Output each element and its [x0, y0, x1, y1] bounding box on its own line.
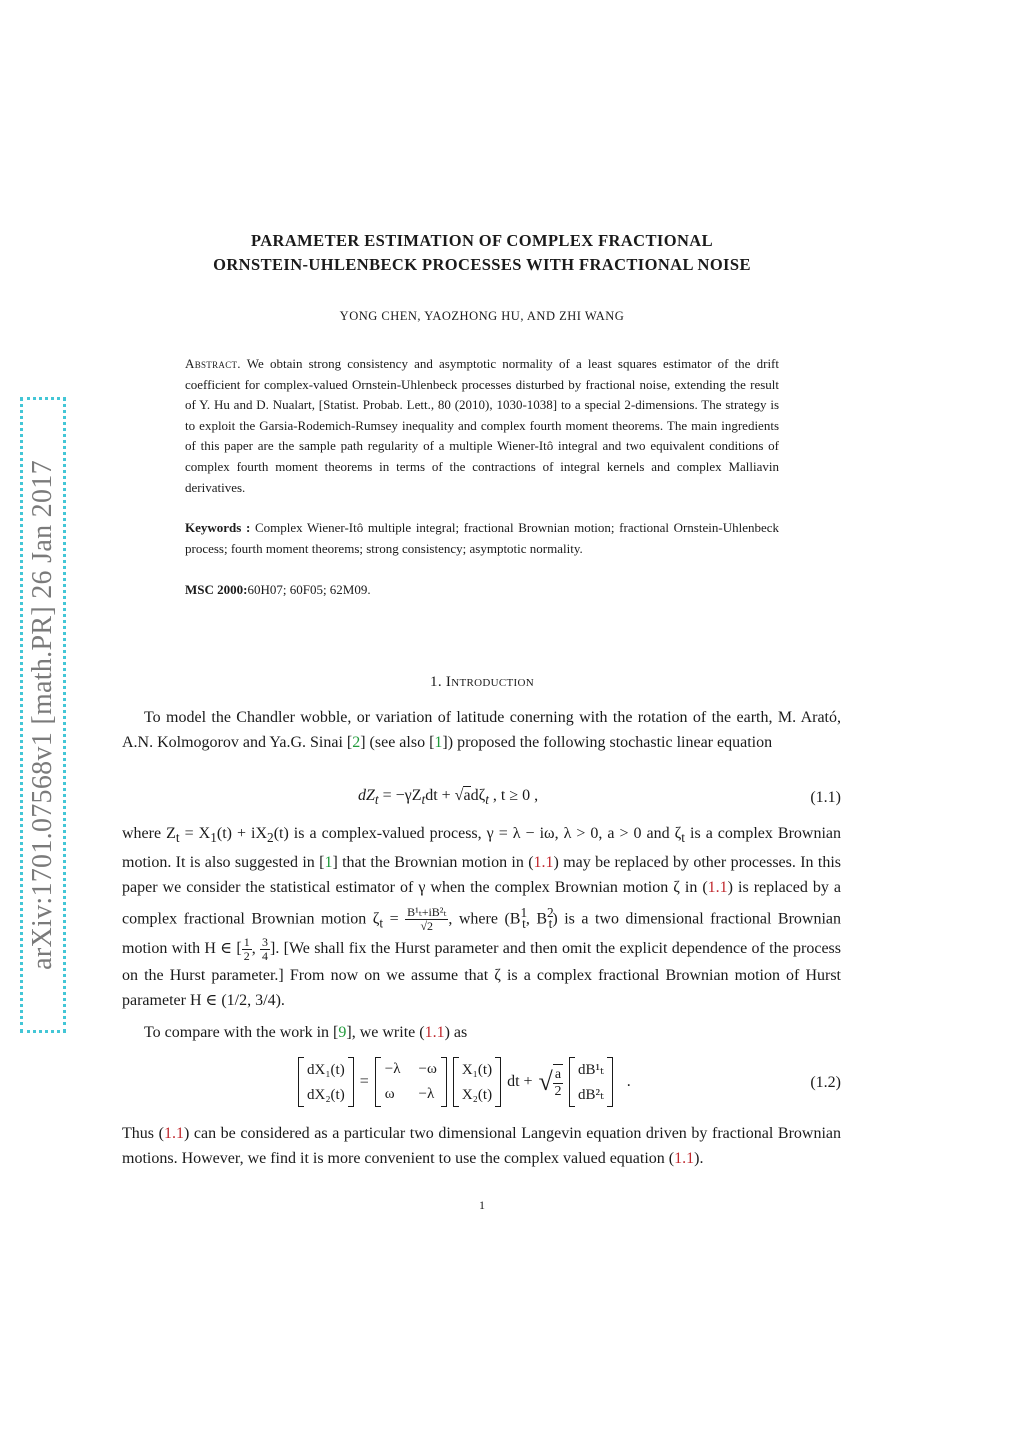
- text-span: = X: [179, 825, 211, 842]
- equation-number-1-2: (1.2): [810, 1074, 841, 1091]
- fraction-denominator: √2: [420, 919, 434, 934]
- text-span: Thus (: [122, 1125, 164, 1142]
- abstract: [185, 354, 779, 498]
- citation-link[interactable]: 1: [434, 734, 443, 751]
- paper-title-line-1: PARAMETER ESTIMATION OF COMPLEX FRACTIONAL: [250, 231, 713, 250]
- text-span: ) is a two dimensional fractional Brownian motion with H ∈ [: [122, 910, 842, 957]
- equation-ref-link[interactable]: 1.1: [424, 1024, 445, 1041]
- eq-subscript: t: [421, 792, 426, 808]
- fraction-numerator: 3: [262, 934, 269, 949]
- fraction-numerator: B¹ₜ+iB²ₜ: [407, 905, 447, 920]
- matrix-entry: −λ: [384, 1061, 401, 1077]
- fraction-denominator: 2: [243, 948, 250, 963]
- fraction-numerator: 1: [243, 934, 250, 949]
- matrix-entry: X₂(t): [461, 1086, 493, 1103]
- eq-term: .: [626, 1073, 631, 1090]
- equation-1-2: dX₁(t) dX₂(t) = −λ −ω ω −λ X₁(t) X₂(t) dt + √ $\frac{a}{2}$ dB¹ₜ dB²ₜ .: [298, 1057, 631, 1107]
- keywords: [185, 518, 779, 559]
- equation-number-1-1: (1.1): [810, 789, 841, 806]
- matrix-entry: −ω: [418, 1061, 437, 1077]
- matrix-entry: dB¹ₜ: [578, 1061, 604, 1078]
- lhs-vector: [298, 1057, 354, 1107]
- paragraph-compare: [122, 1020, 841, 1045]
- text-span: ) as: [444, 1024, 468, 1041]
- text-span: (t) is a complex-valued process, γ = λ − iω, λ > 0, a > 0 and ζ: [273, 825, 682, 842]
- fraction: [405, 906, 448, 933]
- text-span: where Z: [122, 825, 176, 842]
- equation-ref-link[interactable]: 1.1: [163, 1125, 184, 1142]
- text-span: To compare with the work in [: [144, 1024, 339, 1041]
- keywords-label: Keywords :: [185, 520, 251, 535]
- matrix-entry: dB²ₜ: [578, 1086, 604, 1103]
- keywords-text: Complex Wiener-Itô multiple integral; fractional Brownian motion; fractional Ornstein-Uhlenbeck process; fourth moment theorems; strong consistency; asymptotic normality.: [185, 520, 779, 556]
- eq-sqrt-arg: a: [463, 787, 471, 804]
- msc-text: 60H07; 60F05; 62M09.: [247, 582, 371, 597]
- text-span: , where (B: [448, 910, 521, 928]
- paragraph-model: where $Z_t = X_1(t) + iX_2(t)$ is a complex-valued process, γ = λ − iω, λ > 0, a > 0 and $\zeta_t$ is a complex Brownian motion. It is also suggested in [1] that the Brownian motion in (1.1) may be replaced by other processes. In this paper we consider the statistical estimator of γ when the complex Brownian motion ζ in (1.1) is replaced by a complex fractional Brownian motion $\zeta_t$ = $\frac{\text{B¹ₜ+iB²ₜ}}{√2}$ , where ($B^1_t$, $B^2_t$) is a two dimensional fractional Brownian motion with H ∈ [ $\frac{1}{2}$ , $\frac{3}{4}$ ]. [We shall fix the Hurst parameter and then omit the explicit dependence of the process on the Hurst parameter.] From now on we assume that ζ is a complex fractional Brownian motion of Hurst parameter H ∈ (1/2, 3/4).: [122, 825, 842, 1009]
- eq-term: dζ: [470, 787, 486, 804]
- text-span: To model the Chandler wobble, or variation of latitude conerning with the rotation of the earth, M. Arató, A.N. Kolmogorov and Ya.G. Sinai [: [122, 709, 841, 751]
- paper-title-line-2: ORNSTEIN-UHLENBECK PROCESSES WITH FRACTIONAL NOISE: [213, 255, 751, 274]
- equation-ref-link[interactable]: 1.1: [707, 879, 728, 897]
- matrix-entry: X₁(t): [461, 1061, 493, 1078]
- equation-ref-link[interactable]: 1.1: [674, 1150, 695, 1167]
- authors: YONG CHEN, YAOZHONG HU, AND ZHI WANG: [339, 309, 625, 323]
- arxiv-sidebar: [20, 397, 66, 1033]
- equation-ref-link[interactable]: 1.1: [533, 854, 554, 872]
- matrix-entry: −λ: [418, 1086, 435, 1102]
- text-span: ] (see also [: [360, 734, 435, 751]
- text-span: ).: [694, 1150, 704, 1167]
- text-span: =: [383, 910, 406, 928]
- fraction-denominator: 4: [262, 948, 269, 963]
- text-span: ) is replaced by a complex fractional Brownian motion ζ: [122, 879, 842, 928]
- text-span: ], we write (: [346, 1024, 425, 1041]
- matrix-entry: dX₁(t): [307, 1061, 345, 1078]
- eq-term: = −γZ: [378, 787, 422, 804]
- eq-subscript: t: [485, 792, 489, 808]
- section-title: 1. Introduction: [430, 674, 534, 690]
- citation-link[interactable]: 1: [324, 854, 333, 872]
- eq-term: dt +: [425, 787, 455, 804]
- sqrt-fraction: [553, 1064, 563, 1100]
- msc-label: MSC 2000:: [185, 582, 248, 597]
- fraction: [242, 936, 252, 963]
- citation-link[interactable]: 2: [352, 734, 361, 751]
- text-span: (t) + iX: [216, 825, 268, 842]
- text-span: ) can be considered as a particular two dimensional Langevin equation driven by fractional Brownian motions. However, we find it is more convenient to use the complex valued equation (: [122, 1125, 842, 1167]
- abstract-text: We obtain strong consistency and asymptotic normality of a least squares estimator of the drift coefficient for complex-valued Ornstein-Uhlenbeck processes disturbed by fractional noise, extending the result of Y. Hu and D. Nualart, [Statist. Probab. Lett., 80 (2010), 1030-1038] to a special 2-dimensions. The strategy is to exploit the Garsia-Rodemich-Rumsey inequality and complex fourth moment theorems. The main ingredients of this paper are the sample path regularity of a multiple Wiener-Itô integral and two equivalent conditions of complex fourth moment theorems in terms of the contractions of integral kernels and complex Malliavin derivatives.: [185, 356, 780, 495]
- noise-vector: [569, 1057, 613, 1107]
- page-number: 1: [479, 1198, 485, 1212]
- fraction-numerator: a: [554, 1067, 562, 1082]
- msc: [185, 580, 779, 601]
- state-vector: [453, 1057, 501, 1107]
- text-span: ]) proposed the following stochastic linear equation: [442, 734, 773, 751]
- text-span: ] that the Brownian motion in (: [332, 854, 534, 872]
- eq-term: dZ: [358, 787, 375, 804]
- matrix-entry: dX₂(t): [307, 1086, 345, 1103]
- fraction-denominator: 2: [554, 1084, 562, 1099]
- coefficient-matrix: [375, 1057, 447, 1107]
- matrix-entry: ω: [384, 1086, 395, 1102]
- paragraph-intro: [122, 705, 841, 755]
- equation-1-1: $dZ_t = -\gamma Z_tdt + √ad\zeta_t$ , t ≥ 0 ,: [358, 787, 539, 808]
- paragraph-langevin: [122, 1121, 841, 1171]
- fraction: [260, 936, 270, 963]
- abstract-label: Abstract.: [185, 356, 241, 371]
- text-span: ]. [We shall fix the Hurst parameter and then omit the explicit dependence of the process on the Hurst parameter.] From now on we assume that ζ is a complex fractional Brownian motion of Hurst parameter H ∈ (1/2, 3/4).: [122, 939, 841, 1009]
- text-span: , B: [525, 910, 547, 928]
- eq-term: dt +: [507, 1073, 533, 1090]
- text-span: ) may be replaced by other processes. In this paper we consider the statistical estimator of γ when the complex Brownian motion ζ in (: [122, 854, 841, 897]
- citation-link[interactable]: 9: [338, 1024, 347, 1041]
- text-span: is a complex Brownian motion. It is also suggested in [: [122, 825, 842, 872]
- eq-term: , t ≥ 0 ,: [488, 787, 539, 804]
- arxiv-id: arXiv:1701.07568v1 [math.PR] 26 Jan 2017: [27, 460, 58, 970]
- eq-subscript: t: [374, 792, 379, 808]
